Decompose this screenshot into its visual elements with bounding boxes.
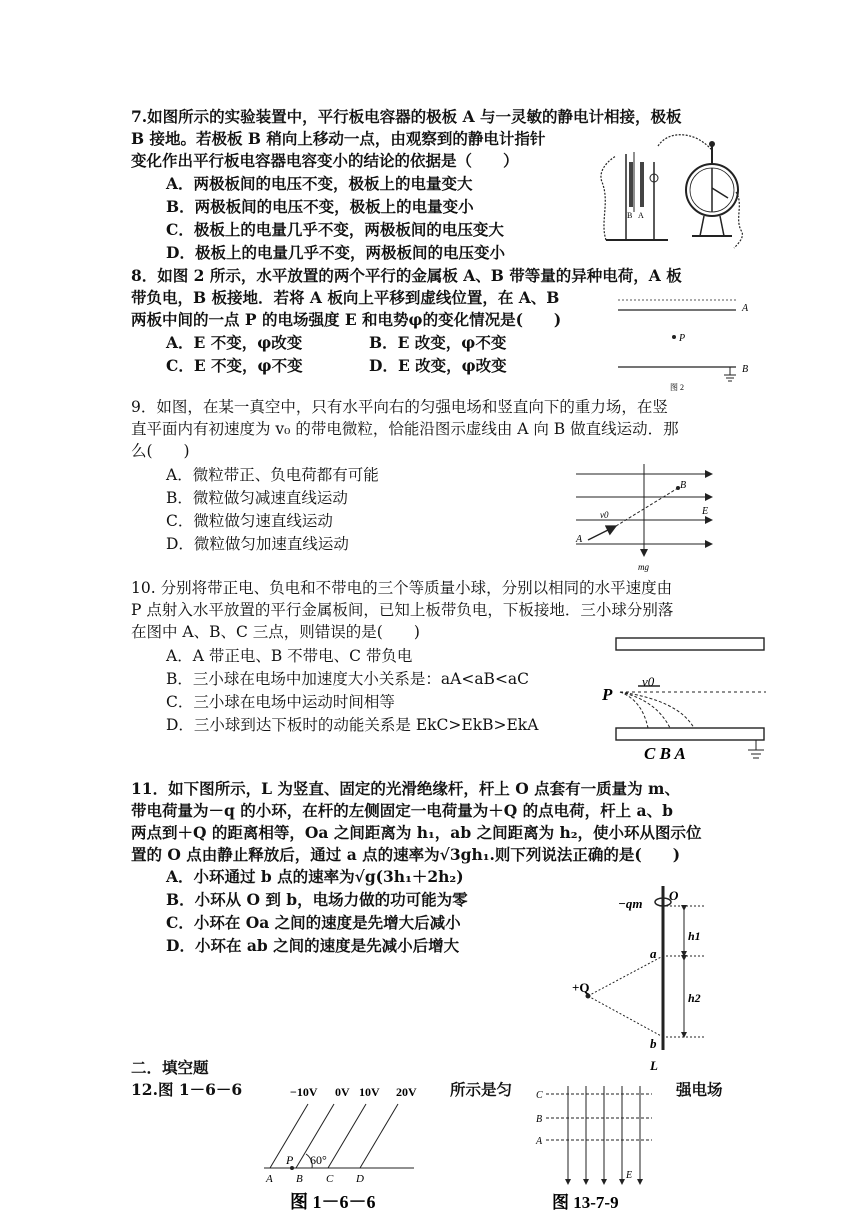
q7-option-c: C．极板上的电量几乎不变，两极板间的电压变大 xyxy=(166,220,504,239)
q11-point-a-label: a xyxy=(650,946,657,961)
section-fill-in-title: 二．填空题 xyxy=(131,1058,209,1077)
q8-plate-b-label: B xyxy=(742,364,749,375)
q11-h1-label: h1 xyxy=(688,929,701,943)
q9-option-a: A．微粒带正、负电荷都有可能 xyxy=(166,466,379,484)
q10-point-p-label: P xyxy=(602,685,613,704)
q9-gravity-label: mg xyxy=(638,562,649,572)
q12-level-b-label: B xyxy=(536,1114,543,1125)
q9-point-b-label: B xyxy=(680,480,687,491)
q10-landing-points-label: C B A xyxy=(644,744,686,763)
q8-plates-figure xyxy=(614,292,754,392)
q9-line-1: 9．如图，在某一真空中，只有水平向右的匀强电场和竖直向下的重力场，在竖 xyxy=(131,398,668,416)
q12-point-p-label: P xyxy=(286,1153,294,1167)
q8-line-2: 带负电，B 板接地．若将 A 板向上平移到虚线位置，在 A、B xyxy=(131,288,560,307)
q11-option-b: B．小环从 O 到 b，电场力做的功可能为零 xyxy=(166,890,468,909)
q8-option-b: B．E 改变，φ不变 xyxy=(369,333,507,352)
q8-option-c: C．E 不变，φ不变 xyxy=(166,356,303,375)
q12-figure-13-7-9 xyxy=(534,1084,664,1214)
q11-ring-label: −qm xyxy=(618,896,643,911)
q11-line-2: 带电荷量为－q 的小环，在杆的左侧固定一电荷量为＋Q 的点电荷，杆上 a、b xyxy=(131,801,673,820)
q12-volt-label-1: −10V xyxy=(290,1085,318,1099)
q8-line-3: 两板中间的一点 P 的电场强度 E 和电势φ的变化情况是( ) xyxy=(131,310,562,329)
q12-lead-text: 12.图 1－6－6 xyxy=(131,1080,243,1099)
q12-tail-text: 强电场 xyxy=(676,1080,723,1099)
q7-plate-b-label: B xyxy=(627,211,633,220)
q7-option-a: A．两极板间的电压不变，极板上的电量变大 xyxy=(166,174,473,193)
q12-mid-text: 所示是匀 xyxy=(450,1080,513,1099)
q10-plates-figure xyxy=(598,632,770,768)
q10-line-1: 10. 分别将带正电、负电和不带电的三个等质量小球，分别以相同的水平速度由 xyxy=(131,579,673,597)
q12-volt-label-4: 20V xyxy=(396,1085,417,1099)
q7-option-b: B．两极板间的电压不变，极板上的电量变小 xyxy=(166,197,474,216)
q8-point-p-label: P xyxy=(679,333,686,344)
q11-line-4: 置的 O 点由静止释放后，通过 a 点的速率为√3gh₁.则下列说法正确的是( ) xyxy=(131,845,681,864)
q11-point-o-label: O xyxy=(669,888,679,903)
q8-option-d: D．E 改变，φ改变 xyxy=(369,356,507,375)
q10-line-2: P 点射入水平放置的平行金属板间，已知上板带负电，下板接地．三小球分别落 xyxy=(131,601,674,619)
q7-plate-a-label: A xyxy=(638,211,644,220)
q11-line-3: 两点到＋Q 的距离相等，Oa 之间距离为 h₁，ab 之间距离为 h₂，使小环从图示位 xyxy=(131,823,702,842)
q11-rod-l-label: L xyxy=(650,1058,658,1073)
q9-line-2: 直平面内有初速度为 v₀ 的带电微粒，恰能沿图示虚线由 A 向 B 做直线运动．那 xyxy=(131,420,679,438)
q12-angle-label: 60° xyxy=(310,1153,327,1167)
q12-caption-2: 图 13-7-9 xyxy=(552,1193,619,1212)
q12-figure-1-6-6 xyxy=(256,1082,436,1212)
q11-point-b-label: b xyxy=(650,1036,657,1051)
q11-h2-label: h2 xyxy=(688,991,701,1005)
q10-option-c: C．三小球在电场中运动时间相等 xyxy=(166,693,395,711)
q7-electroscope-figure xyxy=(596,132,746,250)
q12-volt-label-3: 10V xyxy=(359,1085,380,1099)
q12-volt-label-2: 0V xyxy=(335,1085,350,1099)
q9-option-c: C．微粒做匀速直线运动 xyxy=(166,512,333,530)
q10-option-b: B．三小球在电场中加速度大小关系是：aA<aB<aC xyxy=(166,670,530,688)
q9-velocity-label: v0 xyxy=(600,510,609,520)
q12-field-e-label: E xyxy=(626,1170,633,1181)
q12-caption-1: 图 1－6－6 xyxy=(290,1192,376,1212)
q9-point-a-label: A xyxy=(576,534,583,545)
q9-option-d: D．微粒做匀加速直线运动 xyxy=(166,535,349,553)
q10-velocity-label: v0 xyxy=(642,674,655,689)
q12-point-d-label: D xyxy=(356,1173,364,1185)
q12-point-a-label: A xyxy=(266,1173,273,1185)
q7-option-d: D．极板上的电量几乎不变，两极板间的电压变小 xyxy=(166,243,505,262)
q7-line-2: B 接地。若极板 B 稍向上移动一点，由观察到的静电计指针 xyxy=(131,129,546,148)
q9-line-3: 么( ) xyxy=(131,442,190,460)
q8-line-1: 8．如图 2 所示，水平放置的两个平行的金属板 A、B 带等量的异种电荷，A 板 xyxy=(131,266,682,285)
q11-option-c: C．小环在 Oa 之间的速度是先增大后减小 xyxy=(166,913,461,932)
q11-option-a: A．小环通过 b 点的速率为√g(3h₁＋2h₂) xyxy=(166,867,464,886)
q11-charge-label: +Q xyxy=(572,980,590,995)
q10-option-d: D．三小球到达下板时的动能关系是 EkC>EkB>EkA xyxy=(166,716,539,734)
q9-option-b: B．微粒做匀减速直线运动 xyxy=(166,489,348,507)
q12-point-b-label: B xyxy=(296,1173,303,1185)
q8-option-a: A．E 不变，φ改变 xyxy=(166,333,303,352)
q7-line-1: 7.如图所示的实验装置中，平行板电容器的极板 A 与一灵敏的静电计相接，极板 xyxy=(131,107,682,126)
q9-field-e-label: E xyxy=(702,506,709,517)
q11-line-1: 11．如下图所示，L 为竖直、固定的光滑绝缘杆，杆上 O 点套有一质量为 m、 xyxy=(131,779,680,798)
q9-field-figure xyxy=(574,460,724,572)
q12-level-a-label: A xyxy=(536,1136,543,1147)
q10-line-3: 在图中 A、B、C 三点，则错误的是( ) xyxy=(131,623,420,641)
q8-caption: 图 2 xyxy=(670,383,684,392)
q8-plate-a-label: A xyxy=(742,303,749,314)
q11-rod-figure xyxy=(566,884,726,1074)
q12-point-c-label: C xyxy=(326,1173,334,1185)
q7-line-3: 变化作出平行板电容器电容变小的结论的依据是（ ） xyxy=(131,151,519,170)
q11-option-d: D．小环在 ab 之间的速度是先减小后增大 xyxy=(166,936,460,955)
q12-level-c-label: C xyxy=(536,1090,543,1101)
q10-option-a: A．A 带正电、B 不带电、C 带负电 xyxy=(166,647,413,665)
